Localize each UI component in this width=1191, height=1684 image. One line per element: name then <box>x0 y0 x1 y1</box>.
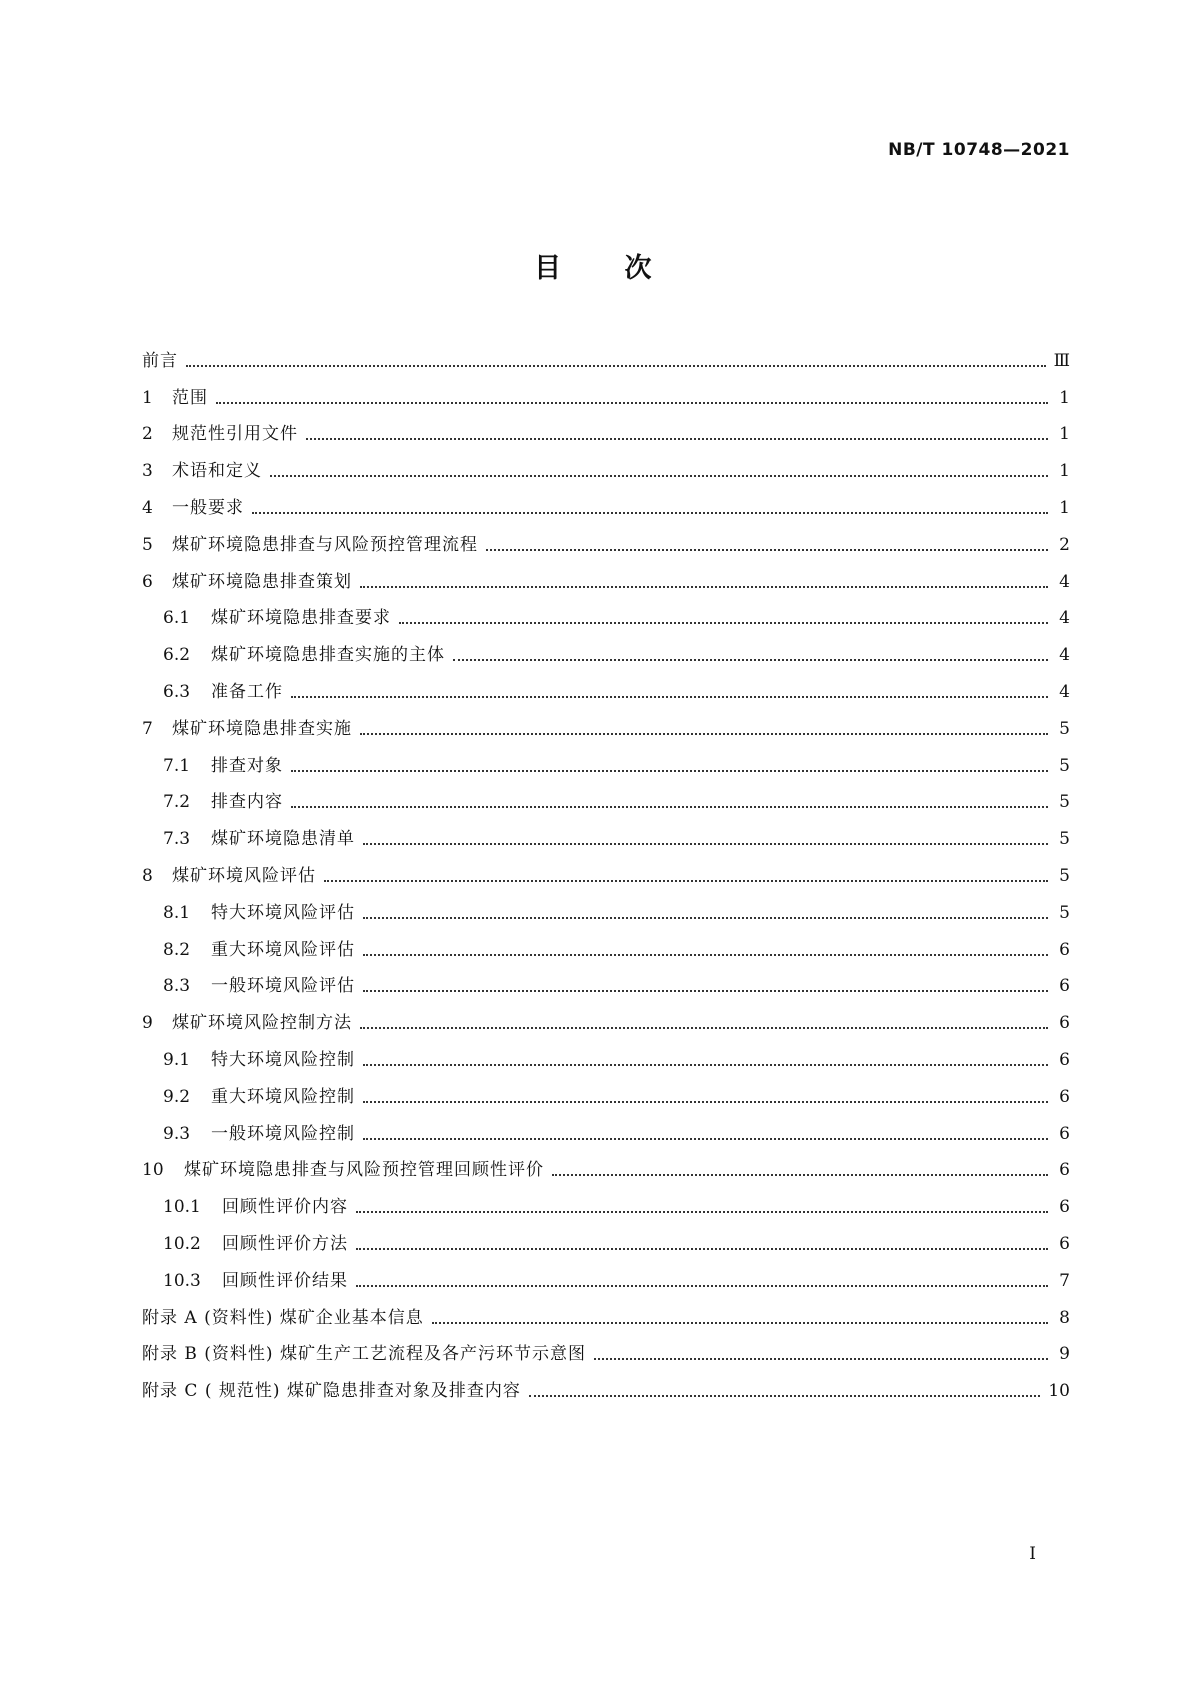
toc-entry-page: 5 <box>1059 829 1070 850</box>
toc-entry-number: 5 <box>142 534 153 555</box>
toc-entry-label: 煤矿环境隐患排查实施 <box>172 718 352 739</box>
toc-dot-leader <box>552 1173 1048 1176</box>
toc-entry-6[interactable] <box>142 556 1070 593</box>
toc-entry-6-1[interactable] <box>142 593 1070 630</box>
toc-entry-label: 排查对象 <box>211 755 283 776</box>
toc-entry-page: 6 <box>1059 976 1070 997</box>
toc-dot-leader <box>360 732 1048 735</box>
toc-dot-leader <box>356 1247 1048 1250</box>
toc-entry-number: 9.1 <box>163 1049 191 1070</box>
toc-entry-page: 7 <box>1059 1270 1070 1291</box>
toc-entry-page: 6 <box>1059 939 1070 960</box>
toc-entry-number: 2 <box>142 424 153 445</box>
toc-entry-number: 6.2 <box>163 645 191 666</box>
toc-entry-8-3[interactable] <box>142 961 1070 998</box>
toc-entry-page: 5 <box>1059 865 1070 886</box>
toc-dot-leader <box>186 364 1046 367</box>
toc-dot-leader <box>363 842 1048 845</box>
toc-entry-number: 8.3 <box>163 976 191 997</box>
toc-entry-label: 回顾性评价内容 <box>222 1197 348 1218</box>
toc-entry-page: 5 <box>1059 902 1070 923</box>
toc-entry-7-2[interactable] <box>142 777 1070 814</box>
toc-entry-10-3[interactable] <box>142 1255 1070 1292</box>
toc-dot-leader <box>363 989 1048 992</box>
toc-entry-1[interactable] <box>142 372 1070 409</box>
toc-entry-number: 7.1 <box>163 755 191 776</box>
toc-entry-number: 9.2 <box>163 1086 191 1107</box>
toc-entry-label: 特大环境风险控制 <box>211 1049 355 1070</box>
toc-entry-label: 准备工作 <box>211 681 283 702</box>
toc-entry-page: 5 <box>1059 792 1070 813</box>
toc-entry-number: 7.3 <box>163 829 191 850</box>
toc-entry-9-3[interactable] <box>142 1108 1070 1145</box>
toc-entry-label: 特大环境风险评估 <box>211 902 355 923</box>
toc-dot-leader <box>363 1137 1048 1140</box>
toc-entry-page: 4 <box>1059 571 1070 592</box>
toc-dot-leader <box>216 401 1048 404</box>
toc-dot-leader <box>453 658 1048 661</box>
toc-dot-leader <box>363 953 1048 956</box>
toc-title <box>0 246 1191 285</box>
toc-dot-leader <box>291 695 1048 698</box>
toc-title-char-2: 次 <box>624 253 657 284</box>
toc-entry-label: 煤矿环境隐患清单 <box>211 829 355 850</box>
toc-entry-number: 7 <box>142 718 153 739</box>
toc-entry-number: 6 <box>142 571 153 592</box>
toc-entry-label: 煤矿环境隐患排查与风险预控管理流程 <box>172 534 478 555</box>
standard-code: NB/T 10748—2021 <box>888 140 1070 160</box>
toc-entry-number: 6.3 <box>163 681 191 702</box>
toc-entry-number: 10.2 <box>163 1233 201 1254</box>
toc-entry-6-3[interactable] <box>142 666 1070 703</box>
toc-dot-leader <box>529 1394 1040 1397</box>
toc-entry-label: 回顾性评价结果 <box>222 1270 348 1291</box>
toc-entry-page: 6 <box>1059 1160 1070 1181</box>
toc-entry-label: 回顾性评价方法 <box>222 1233 348 1254</box>
toc-entry-page: 6 <box>1059 1013 1070 1034</box>
toc-entry-8-2[interactable] <box>142 924 1070 961</box>
toc-entry-appendix-c[interactable] <box>142 1365 1070 1402</box>
toc-dot-leader <box>363 1063 1048 1066</box>
toc-entry-label: 一般要求 <box>172 497 244 518</box>
toc-entry-page: 6 <box>1059 1197 1070 1218</box>
toc-entry-10[interactable] <box>142 1145 1070 1182</box>
toc-entry-page: 5 <box>1059 718 1070 739</box>
toc-entry-page: 6 <box>1059 1049 1070 1070</box>
table-of-contents <box>142 335 1070 1402</box>
toc-entry-label: 煤矿环境隐患排查实施的主体 <box>211 645 445 666</box>
toc-entry-label: 煤矿环境隐患排查要求 <box>211 608 391 629</box>
toc-dot-leader <box>270 474 1048 477</box>
toc-entry-2[interactable] <box>142 409 1070 446</box>
toc-entry-page: 9 <box>1059 1344 1070 1365</box>
toc-entry-page: 6 <box>1059 1086 1070 1107</box>
toc-dot-leader <box>356 1210 1048 1213</box>
toc-entry-4[interactable] <box>142 482 1070 519</box>
toc-entry-number: 10 <box>142 1160 164 1181</box>
toc-entry-label: 范围 <box>172 387 208 408</box>
toc-dot-leader <box>291 805 1048 808</box>
toc-dot-leader <box>360 585 1048 588</box>
toc-entry-number: 6.1 <box>163 608 191 629</box>
toc-entry-10-1[interactable] <box>142 1181 1070 1218</box>
toc-entry-9-1[interactable] <box>142 1034 1070 1071</box>
toc-entry-number: 7.2 <box>163 792 191 813</box>
toc-entry-number: 1 <box>142 387 153 408</box>
toc-entry-page: 10 <box>1048 1381 1070 1402</box>
toc-dot-leader <box>324 879 1048 882</box>
toc-entry-label: 一般环境风险控制 <box>211 1123 355 1144</box>
toc-entry-7[interactable] <box>142 703 1070 740</box>
toc-entry-page: 4 <box>1059 645 1070 666</box>
toc-entry-number: 8.2 <box>163 939 191 960</box>
toc-entry-label: 前言 <box>142 350 178 371</box>
toc-entry-label: 重大环境风险评估 <box>211 939 355 960</box>
toc-entry-9-2[interactable] <box>142 1071 1070 1108</box>
toc-entry-page: 8 <box>1059 1307 1070 1328</box>
toc-entry-appendix-a[interactable] <box>142 1292 1070 1329</box>
toc-entry-number: 4 <box>142 497 153 518</box>
toc-entry-label: 重大环境风险控制 <box>211 1086 355 1107</box>
toc-entry-label: 煤矿环境隐患排查策划 <box>172 571 352 592</box>
toc-entry-number: 9.3 <box>163 1123 191 1144</box>
toc-dot-leader <box>363 916 1048 919</box>
toc-title-char-1: 目 <box>534 253 567 284</box>
toc-entry-label: 煤矿环境风险评估 <box>172 865 316 886</box>
toc-entry-label: 附录 C ( 规范性) 煤矿隐患排查对象及排查内容 <box>142 1381 521 1402</box>
toc-entry-number: 8.1 <box>163 902 191 923</box>
toc-entry-3[interactable] <box>142 445 1070 482</box>
toc-entry-label: 附录 A (资料性) 煤矿企业基本信息 <box>142 1307 424 1328</box>
toc-entry-9[interactable] <box>142 997 1070 1034</box>
toc-entry-page: 1 <box>1059 497 1070 518</box>
toc-entry-5[interactable] <box>142 519 1070 556</box>
toc-entry-8[interactable] <box>142 850 1070 887</box>
toc-dot-leader <box>306 437 1048 440</box>
toc-entry-label: 煤矿环境风险控制方法 <box>172 1013 352 1034</box>
toc-entry-page: 4 <box>1059 608 1070 629</box>
toc-dot-leader <box>360 1026 1048 1029</box>
toc-entry-page: 5 <box>1059 755 1070 776</box>
toc-entry-label: 一般环境风险评估 <box>211 976 355 997</box>
toc-entry-number: 9 <box>142 1013 153 1034</box>
toc-dot-leader <box>486 548 1048 551</box>
toc-entry-number: 8 <box>142 865 153 886</box>
toc-dot-leader <box>432 1321 1048 1324</box>
toc-dot-leader <box>399 621 1048 624</box>
toc-entry-label: 煤矿环境隐患排查与风险预控管理回顾性评价 <box>184 1160 544 1181</box>
toc-entry-page: 6 <box>1059 1123 1070 1144</box>
toc-entry-number: 10.1 <box>163 1197 201 1218</box>
toc-dot-leader <box>594 1357 1048 1360</box>
toc-dot-leader <box>356 1284 1048 1287</box>
toc-entry-6-2[interactable] <box>142 629 1070 666</box>
toc-entry-page: 2 <box>1059 534 1070 555</box>
toc-entry-page: 1 <box>1059 424 1070 445</box>
toc-entry-page: 4 <box>1059 681 1070 702</box>
toc-dot-leader <box>363 1100 1048 1103</box>
toc-entry-appendix-b[interactable] <box>142 1329 1070 1366</box>
toc-entry-page: Ⅲ <box>1053 350 1070 371</box>
toc-entry-7-1[interactable] <box>142 740 1070 777</box>
toc-entry-label: 术语和定义 <box>172 461 262 482</box>
toc-entry-8-1[interactable] <box>142 887 1070 924</box>
toc-dot-leader <box>252 511 1048 514</box>
toc-entry-7-3[interactable] <box>142 813 1070 850</box>
toc-dot-leader <box>291 769 1048 772</box>
toc-entry-foreword[interactable] <box>142 335 1070 372</box>
toc-entry-number: 10.3 <box>163 1270 201 1291</box>
toc-entry-10-2[interactable] <box>142 1218 1070 1255</box>
toc-entry-label: 排查内容 <box>211 792 283 813</box>
page-number: I <box>1029 1544 1036 1564</box>
toc-entry-page: 1 <box>1059 387 1070 408</box>
toc-entry-page: 1 <box>1059 461 1070 482</box>
toc-entry-number: 3 <box>142 461 153 482</box>
toc-entry-label: 规范性引用文件 <box>172 424 298 445</box>
toc-entry-label: 附录 B (资料性) 煤矿生产工艺流程及各产污环节示意图 <box>142 1344 586 1365</box>
toc-entry-page: 6 <box>1059 1233 1070 1254</box>
